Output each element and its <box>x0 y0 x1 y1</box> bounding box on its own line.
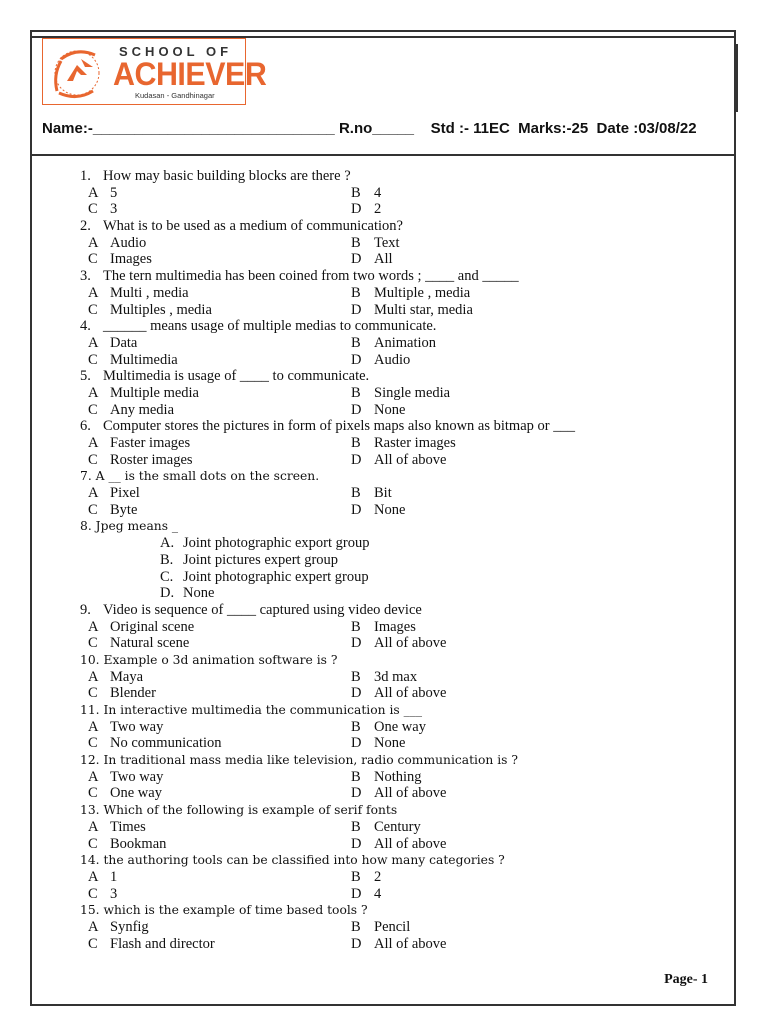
option-letter: B <box>351 334 361 351</box>
option-text: One way <box>110 785 162 802</box>
question-label: Jpeg means _ <box>95 519 179 534</box>
question-label: In traditional mass media like television, radio communication is ? <box>103 753 518 768</box>
option-text: 2 <box>374 201 382 218</box>
option-letter: B <box>351 868 361 885</box>
option-text: Maya <box>110 668 144 685</box>
option-letter: C <box>88 251 98 268</box>
option-text: Audio <box>110 234 147 251</box>
option-text: Text <box>374 234 400 251</box>
option-letter: C <box>88 835 98 852</box>
option-text: Raster images <box>374 435 456 451</box>
option-letter: C <box>88 501 98 518</box>
question-text <box>80 368 720 385</box>
option-letter: C <box>88 351 98 368</box>
option-text: Pencil <box>374 918 411 935</box>
option-text: All of above <box>374 635 447 652</box>
option-text: Times <box>110 818 146 835</box>
question-number: 15. <box>80 903 104 918</box>
question-label: In interactive multimedia the communication is ___ <box>103 703 423 717</box>
option-letter: A <box>88 334 99 351</box>
options-row <box>80 919 720 936</box>
option-letter: A <box>88 384 99 401</box>
question-list <box>80 168 720 952</box>
option-letter: D <box>351 885 362 902</box>
question-number: 14. <box>80 853 104 868</box>
question-number: 12. <box>80 753 104 768</box>
sub-option-text: Joint photographic expert group <box>183 568 369 585</box>
option-letter: D <box>351 935 362 952</box>
option-text: Blender <box>110 685 156 702</box>
option-letter: B <box>351 718 361 735</box>
option-letter: D <box>351 835 362 852</box>
question-number: 7. <box>80 469 96 484</box>
option-text: Multiple media <box>110 384 199 401</box>
option-letter: A <box>88 435 99 451</box>
question-label: Example o 3d animation software is ? <box>103 652 338 667</box>
question-text <box>80 852 720 869</box>
sub-option <box>80 569 720 586</box>
option-text: One way <box>374 718 426 735</box>
option-letter: D <box>351 451 362 468</box>
option-text: 3 <box>110 201 118 218</box>
options-row <box>80 669 720 686</box>
option-letter: C <box>88 201 98 218</box>
option-text: Data <box>110 334 138 351</box>
question-number: 8. <box>80 519 96 534</box>
option-text: None <box>374 735 406 752</box>
option-letter: B <box>351 384 361 401</box>
sub-option-letter: A. <box>160 535 175 552</box>
option-text: Multimedia <box>110 351 178 368</box>
option-text: Flash and director <box>110 935 215 952</box>
options-row <box>80 886 720 903</box>
header-right-mark <box>734 44 738 112</box>
sub-option-text: None <box>183 585 215 602</box>
option-letter: A <box>88 618 99 635</box>
question-text <box>80 652 720 669</box>
option-text: Images <box>374 618 416 635</box>
option-text: Century <box>374 818 421 835</box>
question-label: The tern multimedia has been coined from two words ; ____ and _____ <box>103 268 519 285</box>
question-text <box>80 418 720 435</box>
question-label: How may basic building blocks are there ? <box>103 168 351 184</box>
option-text: All of above <box>374 835 447 852</box>
question-label: Video is sequence of ____ captured using video device <box>103 601 422 618</box>
option-text: None <box>374 501 406 518</box>
option-letter: A <box>88 284 99 301</box>
option-text: Bit <box>374 485 392 502</box>
school-logo <box>42 38 267 105</box>
question-number: 6. <box>80 418 91 435</box>
option-letter: B <box>351 435 361 451</box>
option-letter: A <box>88 485 99 502</box>
options-row <box>80 685 720 702</box>
option-letter: C <box>88 935 98 952</box>
option-letter: A <box>88 184 99 201</box>
option-letter: D <box>351 351 362 368</box>
question-number: 10. <box>80 652 104 667</box>
question-label: A __ is the small dots on the screen. <box>95 469 320 484</box>
option-letter: C <box>88 685 98 702</box>
option-text: 4 <box>374 885 382 902</box>
question-number: 11. <box>80 703 104 717</box>
sub-option-letter: B. <box>160 551 174 568</box>
option-letter: B <box>351 818 361 835</box>
option-text: Multi star, media <box>374 301 473 318</box>
question-number: 9. <box>80 601 91 618</box>
question-text <box>80 752 720 769</box>
option-letter: C <box>88 885 98 902</box>
question-label: which is the example of time based tools ? <box>103 903 368 918</box>
options-row <box>80 735 720 752</box>
option-text: 5 <box>110 184 118 201</box>
question-text <box>80 518 720 535</box>
option-text: Any media <box>110 401 175 418</box>
option-text: Two way <box>110 718 164 735</box>
option-text: Images <box>110 251 152 268</box>
option-text: Two way <box>110 768 164 785</box>
option-letter: B <box>351 485 361 502</box>
sub-option <box>80 535 720 552</box>
option-letter: B <box>351 284 361 301</box>
question-number: 2. <box>80 218 91 235</box>
question-label: Multimedia is usage of ____ to communicate. <box>103 368 370 385</box>
question-text <box>80 802 720 819</box>
options-row <box>80 502 720 519</box>
option-letter: D <box>351 635 362 652</box>
student-info-line: Name:-_____________________________ R.no_____ Std :- 11EC Marks:-25 Date :03/08/22 <box>42 120 697 137</box>
question-text <box>80 702 720 719</box>
option-text: Single media <box>374 384 451 401</box>
option-letter: B <box>351 618 361 635</box>
option-letter: D <box>351 201 362 218</box>
option-letter: D <box>351 401 362 418</box>
option-letter: C <box>88 401 98 418</box>
option-letter: C <box>88 635 98 652</box>
option-letter: D <box>351 251 362 268</box>
option-text: All of above <box>374 451 447 468</box>
options-row <box>80 485 720 502</box>
option-text: Pixel <box>110 485 140 502</box>
emblem-icon <box>47 45 107 99</box>
option-text: Audio <box>374 351 411 368</box>
logo-name: ACHIEVER <box>113 56 267 92</box>
option-letter: C <box>88 301 98 318</box>
sub-option-letter: C. <box>160 568 174 585</box>
options-row <box>80 385 720 402</box>
option-letter: C <box>88 785 98 802</box>
logo-school-of: SCHOOL OF <box>119 44 233 59</box>
options-row <box>80 335 720 352</box>
question-text <box>80 218 720 235</box>
options-row <box>80 836 720 853</box>
sub-option-letter: D. <box>160 585 175 602</box>
question-text <box>80 902 720 919</box>
option-letter: C <box>88 735 98 752</box>
option-letter: C <box>88 451 98 468</box>
options-row <box>80 719 720 736</box>
option-text: 3d max <box>374 668 418 685</box>
options-row <box>80 185 720 202</box>
option-text: All of above <box>374 935 447 952</box>
options-row <box>80 285 720 302</box>
option-letter: B <box>351 918 361 935</box>
option-letter: A <box>88 768 99 785</box>
sub-option-text: Joint photographic export group <box>183 535 370 552</box>
options-row <box>80 785 720 802</box>
options-row <box>80 251 720 268</box>
option-letter: B <box>351 234 361 251</box>
option-text: Multiples , media <box>110 301 212 318</box>
option-text: Animation <box>374 334 437 351</box>
option-letter: D <box>351 301 362 318</box>
sub-option <box>80 552 720 569</box>
question-number: 13. <box>80 803 104 818</box>
option-letter: B <box>351 668 361 685</box>
option-text: Nothing <box>374 768 422 785</box>
option-letter: D <box>351 735 362 752</box>
option-text: Roster images <box>110 451 193 468</box>
option-letter: D <box>351 501 362 518</box>
question-number: 4. <box>80 318 91 335</box>
question-number: 5. <box>80 368 91 385</box>
option-text: Multiple , media <box>374 284 471 301</box>
option-text: Bookman <box>110 835 167 852</box>
option-letter: B <box>351 768 361 785</box>
options-row <box>80 869 720 886</box>
options-row <box>80 435 720 452</box>
option-text: 3 <box>110 885 118 902</box>
exam-sheet <box>30 30 736 1006</box>
header <box>32 32 734 156</box>
options-row <box>80 819 720 836</box>
options-row <box>80 452 720 469</box>
option-text: All of above <box>374 785 447 802</box>
option-text: 1 <box>110 868 118 885</box>
question-label: What is to be used as a medium of communication? <box>103 218 403 235</box>
option-letter: A <box>88 718 99 735</box>
options-row <box>80 402 720 419</box>
question-text <box>80 168 720 185</box>
options-row <box>80 352 720 369</box>
question-text <box>80 268 720 285</box>
option-text: Original scene <box>110 618 195 635</box>
options-row <box>80 769 720 786</box>
question-label: the authoring tools can be classified into how many categories ? <box>103 853 505 868</box>
option-text: All <box>374 251 393 268</box>
option-text: Faster images <box>110 435 191 451</box>
option-letter: A <box>88 918 99 935</box>
option-letter: D <box>351 685 362 702</box>
question-text <box>80 602 720 619</box>
options-row <box>80 302 720 319</box>
question-text <box>80 318 720 335</box>
page-number: Page- 1 <box>664 972 708 987</box>
options-row <box>80 635 720 652</box>
options-row <box>80 936 720 953</box>
option-text: Natural scene <box>110 635 190 652</box>
option-text: Synfig <box>110 918 149 935</box>
option-text: None <box>374 401 406 418</box>
option-text: 2 <box>374 868 382 885</box>
options-row <box>80 235 720 252</box>
question-number: 3. <box>80 268 91 285</box>
question-number: 1. <box>80 168 91 184</box>
options-row <box>80 201 720 218</box>
option-letter: B <box>351 184 361 201</box>
question-text <box>80 468 720 485</box>
sub-option-text: Joint pictures expert group <box>183 551 339 568</box>
logo-place: Kudasan - Gandhinagar <box>135 91 215 100</box>
option-text: Byte <box>110 501 138 518</box>
option-letter: D <box>351 785 362 802</box>
option-text: 4 <box>374 184 382 201</box>
option-text: Multi , media <box>110 284 189 301</box>
option-letter: A <box>88 668 99 685</box>
sub-option <box>80 585 720 602</box>
options-row <box>80 619 720 636</box>
question-label: ______ means usage of multiple medias to communicate. <box>103 318 437 335</box>
option-text: No communication <box>110 735 222 752</box>
option-letter: A <box>88 818 99 835</box>
question-label: Which of the following is example of serif fonts <box>103 803 398 818</box>
option-letter: A <box>88 234 99 251</box>
option-letter: A <box>88 868 99 885</box>
question-label: Computer stores the pictures in form of pixels maps also known as bitmap or ___ <box>103 418 575 435</box>
option-text: All of above <box>374 685 447 702</box>
